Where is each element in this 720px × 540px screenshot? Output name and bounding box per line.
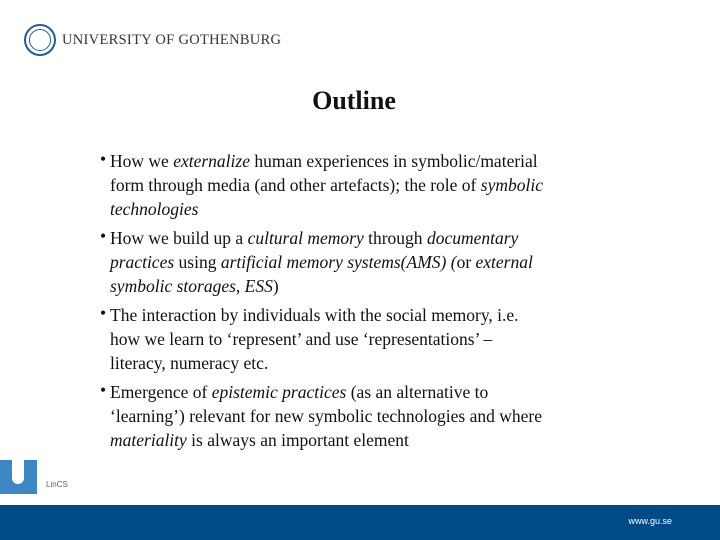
bullet-line [100,404,543,428]
bullet-marker: • [100,149,107,169]
text: using [174,252,221,272]
text: How we [110,151,174,171]
italic-text: symbolic [480,175,543,195]
italic-text: epistemic practices [211,382,347,402]
italic-text: artificial memory systems(AMS) ( [220,252,457,272]
text: The interaction by individuals with the social memory, i.e. [110,305,519,325]
text: through [363,228,427,248]
text: form through media (and other artefacts); the role of [110,175,481,195]
text: ) [272,276,279,296]
university-name: UNIVERSITY OF GOTHENBURG [62,31,282,48]
italic-text: cultural memory [247,228,364,248]
footer-url[interactable]: www.gu.se [628,516,672,526]
italic-text: externalize [173,151,250,171]
italic-text: symbolic storages, ESS [110,276,273,296]
bullet-item [100,149,543,221]
u-logo-icon [0,460,37,494]
text: ‘learning’) relevant for new symbolic technologies and where [110,406,542,426]
bullet-line [100,380,543,404]
bullet-item [100,226,543,298]
text: how we learn to ‘represent’ and use ‘representations’ – [110,329,493,349]
text: literacy, numeracy etc. [110,353,269,373]
text: Emergence of [110,382,212,402]
bullet-line [100,197,543,221]
bullet-line [100,327,543,351]
text: or [456,252,476,272]
university-logo [24,24,281,56]
bullet-item [100,303,543,375]
bullet-marker: • [100,303,107,323]
bullet-list [100,149,543,457]
slide-title: Outline [312,86,396,115]
text: (as an alternative to [346,382,489,402]
italic-text: practices [110,252,175,272]
bullet-line [100,226,543,250]
italic-text: external [475,252,533,272]
bullet-item [100,380,543,452]
bullet-marker: • [100,380,107,400]
bullet-line [100,173,543,197]
footer-bar [0,505,720,540]
university-seal-icon [24,24,56,56]
text: is always an important element [186,430,409,450]
bullet-line [100,351,543,375]
bullet-line [100,149,543,173]
italic-text: materiality [110,430,187,450]
bullet-marker: • [100,226,107,246]
text: human experiences in symbolic/material [249,151,538,171]
bullet-line [100,274,543,298]
bullet-line [100,250,543,274]
italic-text: technologies [110,199,199,219]
text: How we build up a [110,228,248,248]
bullet-line [100,303,543,327]
italic-text: documentary [426,228,519,248]
bullet-line [100,428,543,452]
partner-logo-text: LinCS [46,480,68,489]
